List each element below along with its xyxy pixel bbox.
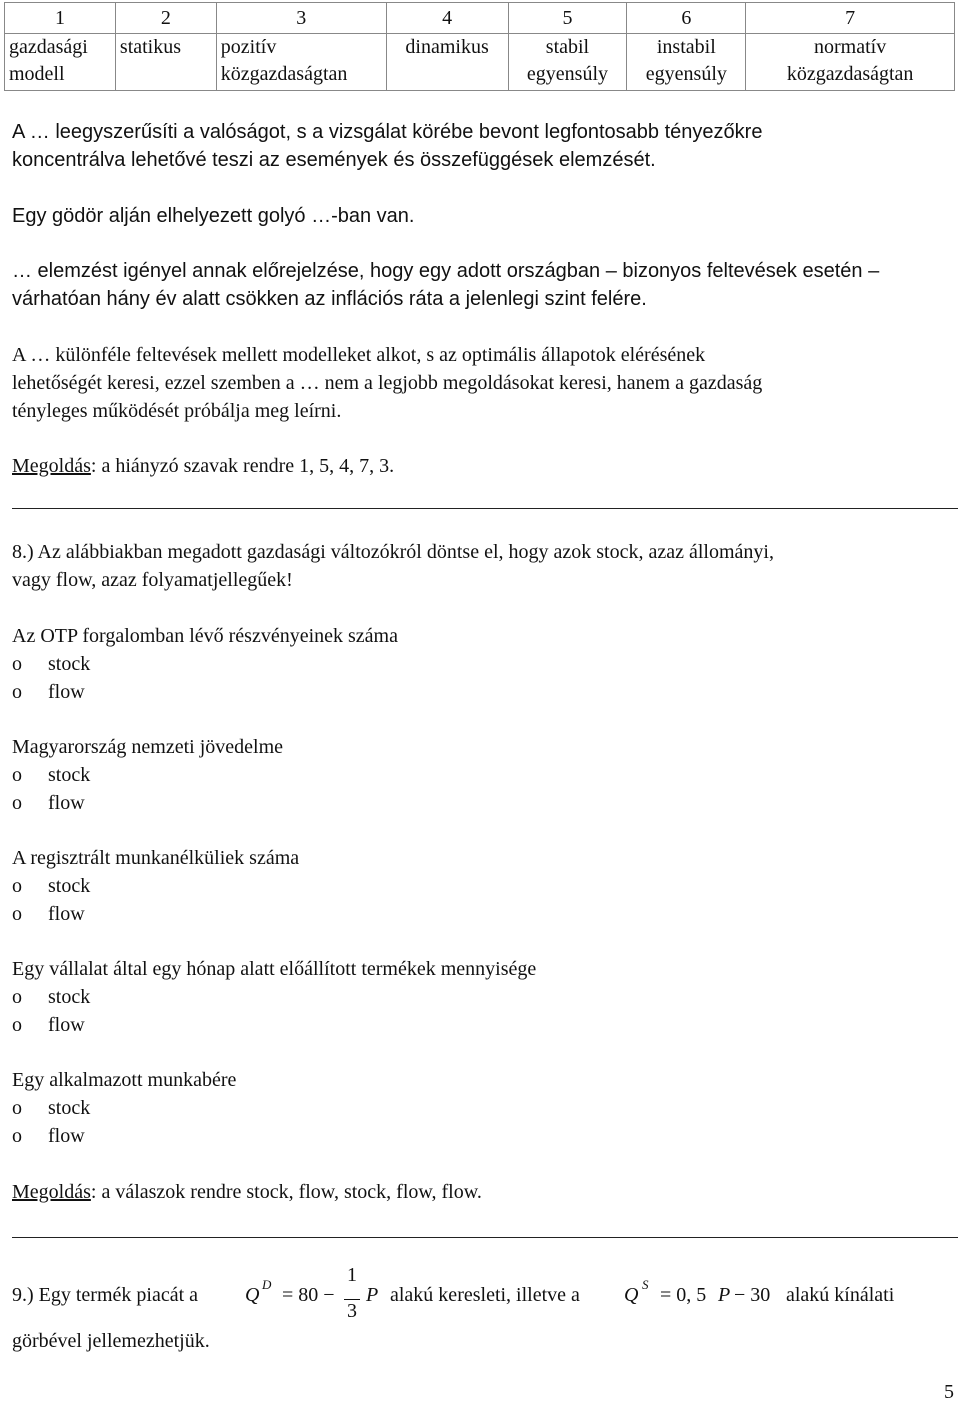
q8-item-label: Egy alkalmazott munkabére (12, 1069, 237, 1091)
option-bullet-icon: o (12, 1097, 22, 1119)
table-cell-number: 3 (216, 3, 386, 34)
table-row-numbers (5, 3, 955, 34)
q8-option-stock[interactable]: o stock (12, 1094, 90, 1122)
q8-option-stock[interactable]: o stock (12, 761, 90, 789)
q8-item-label: A regisztrált munkanélküliek száma (12, 847, 300, 869)
q7-sentence-1-line-1: A … leegyszerűsíti a valóságot, s a vizsgálat körébe bevont legfontosabb tényezőkre (12, 121, 763, 143)
q8-option-flow[interactable]: o flow (12, 678, 85, 706)
q9-middle: alakú keresleti, illetve a (390, 1284, 580, 1306)
supply-symbol-q: Q (624, 1284, 639, 1306)
q7-sentence-2: Egy gödör alján elhelyezett golyó …-ban van. (12, 205, 415, 227)
section-divider (12, 1237, 958, 1238)
demand-symbol-p: P (366, 1284, 379, 1306)
table-cell-number: 6 (627, 3, 746, 34)
supply-rhs: = 0, 5 (660, 1284, 707, 1306)
q7-sentence-4-line-3: tényleges működését próbálja meg leírni. (12, 400, 342, 422)
q9-prefix: 9.) Egy termék piacát a (12, 1284, 199, 1306)
option-bullet-icon: o (12, 792, 22, 814)
q8-item-label: Az OTP forgalomban lévő részvényeinek száma (12, 625, 398, 647)
option-bullet-icon: o (12, 1014, 22, 1036)
option-bullet-icon: o (12, 986, 22, 1008)
table-cell-number: 1 (5, 3, 116, 34)
table-cell-term: normatív közgazdaságtan (746, 34, 955, 91)
demand-superscript: D (262, 1277, 272, 1292)
table-cell-term: dinamikus (386, 34, 508, 91)
page-number: 5 (944, 1381, 954, 1403)
q8-option-stock[interactable]: o stock (12, 983, 90, 1011)
q7-sentence-4-line-2: lehetőségét keresi, ezzel szemben a … nem a legjobb megoldásokat keresi, hanem a gazdaság (12, 372, 763, 394)
q8-item-label: Magyarország nemzeti jövedelme (12, 736, 283, 758)
q8-option-stock[interactable]: o stock (12, 872, 90, 900)
q8-option-flow[interactable]: o flow (12, 1011, 85, 1039)
q8-item-label: Egy vállalat által egy hónap alatt előállított termékek mennyisége (12, 958, 537, 980)
terms-table (4, 2, 955, 91)
option-bullet-icon: o (12, 875, 22, 897)
table-cell-number: 5 (508, 3, 627, 34)
q7-sentence-4-line-1: A … különféle feltevések mellett modelleket alkot, s az optimális állapotok elérésének (12, 344, 706, 366)
supply-symbol-p: P (718, 1284, 731, 1306)
table-cell-term: instabil egyensúly (627, 34, 746, 91)
demand-rhs: = 80 − (282, 1284, 335, 1306)
table-cell-term: stabil egyensúly (508, 34, 627, 91)
q7-sentence-1-line-2: koncentrálva lehetővé teszi az események és összefüggések elemzését. (12, 149, 656, 171)
q8-option-flow[interactable]: o flow (12, 1122, 85, 1150)
option-bullet-icon: o (12, 653, 22, 675)
option-bullet-icon: o (12, 903, 22, 925)
fraction-denominator: 3 (347, 1300, 357, 1322)
q8-prompt-line-2: vagy flow, azaz folyamatjellegűek! (12, 569, 293, 591)
q8-option-flow[interactable]: o flow (12, 789, 85, 817)
option-bullet-icon: o (12, 681, 22, 703)
q8-prompt-line-1: 8.) Az alábbiakban megadott gazdasági változókról döntse el, hogy azok stock, azaz állományi, (12, 541, 774, 563)
solution-label: Megoldás (12, 455, 91, 477)
table-row-terms (5, 34, 955, 91)
q7-sentence-3-line-1: … elemzést igényel annak előrejelzése, hogy egy adott országban – bizonyos feltevések esetén – (12, 260, 880, 282)
table-cell-term: statikus (115, 34, 216, 91)
q7-sentence-3-line-2: várhatóan hány év alatt csökken az inflációs ráta a jelenlegi szint felére. (12, 288, 647, 310)
q9-suffix: alakú kínálati (786, 1284, 895, 1306)
q8-solution (12, 1178, 482, 1206)
section-divider (12, 508, 958, 509)
q8-option-stock[interactable]: o stock (12, 650, 90, 678)
q7-solution (12, 452, 394, 480)
table-cell-number: 7 (746, 3, 955, 34)
table-cell-term: gazdasági modell (5, 34, 116, 91)
q9-prompt-line-2: görbével jellemezhetjük. (12, 1330, 210, 1352)
solution-label: Megoldás (12, 1181, 91, 1203)
option-bullet-icon: o (12, 1125, 22, 1147)
supply-superscript: S (642, 1277, 649, 1292)
solution-text: : a hiányzó szavak rendre 1, 5, 4, 7, 3. (90, 455, 395, 477)
table-cell-number: 4 (386, 3, 508, 34)
fraction-numerator: 1 (347, 1264, 357, 1286)
solution-text: : a válaszok rendre stock, flow, stock, flow, flow. (90, 1181, 482, 1203)
supply-tail: − 30 (734, 1284, 771, 1306)
table-cell-term: pozitív közgazdaságtan (216, 34, 386, 91)
q8-option-flow[interactable]: o flow (12, 900, 85, 928)
table-cell-number: 2 (115, 3, 216, 34)
option-bullet-icon: o (12, 764, 22, 786)
demand-symbol-q: Q (245, 1284, 260, 1306)
